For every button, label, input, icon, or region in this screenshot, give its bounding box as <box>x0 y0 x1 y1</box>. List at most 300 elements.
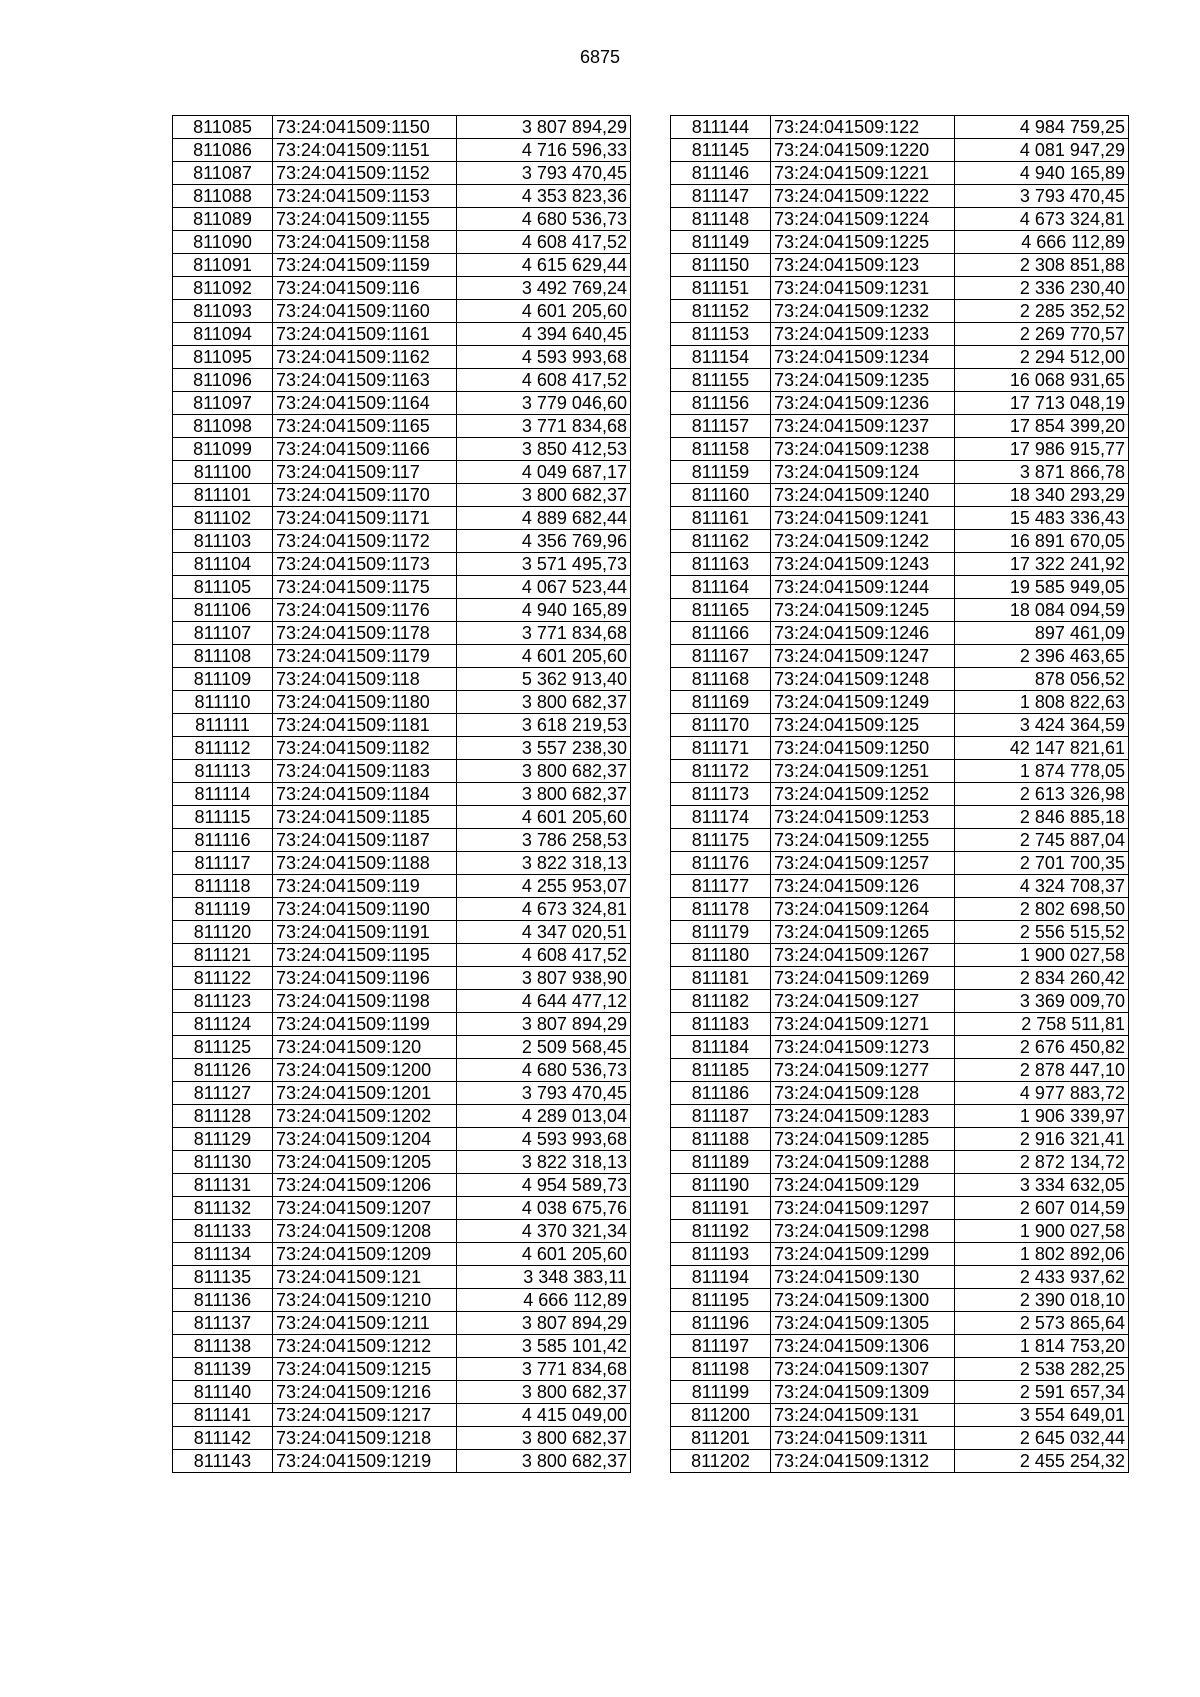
cadastral-value: 4 038 675,76 <box>457 1197 631 1220</box>
table-row <box>173 1013 631 1036</box>
cadastral-value: 3 807 894,29 <box>457 116 631 139</box>
cadastral-number: 73:24:041509:1201 <box>273 1082 457 1105</box>
table-row <box>671 576 1129 599</box>
cadastral-value: 2 916 321,41 <box>955 1128 1129 1151</box>
cadastral-value: 3 850 412,53 <box>457 438 631 461</box>
table-row <box>671 990 1129 1013</box>
cadastral-value: 2 285 352,52 <box>955 300 1129 323</box>
row-number: 811156 <box>671 392 771 415</box>
row-number: 811188 <box>671 1128 771 1151</box>
cadastral-number: 73:24:041509:1245 <box>771 599 955 622</box>
row-number: 811127 <box>173 1082 273 1105</box>
cadastral-number: 73:24:041509:1277 <box>771 1059 955 1082</box>
row-number: 811096 <box>173 369 273 392</box>
table-row <box>671 1312 1129 1335</box>
cadastral-value: 2 846 885,18 <box>955 806 1129 829</box>
row-number: 811183 <box>671 1013 771 1036</box>
cadastral-value: 4 415 049,00 <box>457 1404 631 1427</box>
table-row <box>173 852 631 875</box>
row-number: 811160 <box>671 484 771 507</box>
table-row <box>671 691 1129 714</box>
table-row <box>173 1427 631 1450</box>
row-number: 811185 <box>671 1059 771 1082</box>
row-number: 811167 <box>671 645 771 668</box>
cadastral-number: 73:24:041509:1216 <box>273 1381 457 1404</box>
cadastral-value: 4 666 112,89 <box>457 1289 631 1312</box>
cadastral-value: 4 347 020,51 <box>457 921 631 944</box>
cadastral-value: 5 362 913,40 <box>457 668 631 691</box>
cadastral-value: 4 977 883,72 <box>955 1082 1129 1105</box>
cadastral-number: 73:24:041509:1208 <box>273 1220 457 1243</box>
table-row <box>671 461 1129 484</box>
cadastral-value: 1 874 778,05 <box>955 760 1129 783</box>
cadastral-number: 73:24:041509:1161 <box>273 323 457 346</box>
cadastral-value: 16 891 670,05 <box>955 530 1129 553</box>
row-number: 811168 <box>671 668 771 691</box>
row-number: 811165 <box>671 599 771 622</box>
cadastral-number: 73:24:041509:1182 <box>273 737 457 760</box>
table-row <box>671 1335 1129 1358</box>
row-number: 811186 <box>671 1082 771 1105</box>
cadastral-value: 4 067 523,44 <box>457 576 631 599</box>
cadastral-value: 15 483 336,43 <box>955 507 1129 530</box>
cadastral-number: 73:24:041509:1171 <box>273 507 457 530</box>
cadastral-number: 73:24:041509:1288 <box>771 1151 955 1174</box>
cadastral-number: 73:24:041509:1240 <box>771 484 955 507</box>
cadastral-number: 73:24:041509:1244 <box>771 576 955 599</box>
cadastral-value: 2 455 254,32 <box>955 1450 1129 1473</box>
row-number: 811194 <box>671 1266 771 1289</box>
table-row <box>173 829 631 852</box>
cadastral-value: 2 676 450,82 <box>955 1036 1129 1059</box>
cadastral-value: 2 269 770,57 <box>955 323 1129 346</box>
cadastral-number: 73:24:041509:1163 <box>273 369 457 392</box>
table-row <box>173 254 631 277</box>
table-row <box>173 208 631 231</box>
cadastral-value: 878 056,52 <box>955 668 1129 691</box>
cadastral-number: 73:24:041509:1153 <box>273 185 457 208</box>
row-number: 811141 <box>173 1404 273 1427</box>
table-row <box>671 553 1129 576</box>
row-number: 811104 <box>173 553 273 576</box>
table-row <box>173 875 631 898</box>
cadastral-number: 73:24:041509:1299 <box>771 1243 955 1266</box>
row-number: 811139 <box>173 1358 273 1381</box>
cadastral-value: 1 906 339,97 <box>955 1105 1129 1128</box>
table-row <box>671 944 1129 967</box>
cadastral-number: 73:24:041509:1170 <box>273 484 457 507</box>
cadastral-value: 4 615 629,44 <box>457 254 631 277</box>
table-row <box>671 921 1129 944</box>
row-number: 811164 <box>671 576 771 599</box>
row-number: 811130 <box>173 1151 273 1174</box>
row-number: 811192 <box>671 1220 771 1243</box>
cadastral-value: 4 680 536,73 <box>457 208 631 231</box>
cadastral-value: 4 644 477,12 <box>457 990 631 1013</box>
row-number: 811202 <box>671 1450 771 1473</box>
row-number: 811123 <box>173 990 273 1013</box>
cadastral-value: 16 068 931,65 <box>955 369 1129 392</box>
row-number: 811143 <box>173 1450 273 1473</box>
table-row <box>671 1358 1129 1381</box>
cadastral-value: 4 601 205,60 <box>457 300 631 323</box>
cadastral-value: 2 758 511,81 <box>955 1013 1129 1036</box>
cadastral-number: 73:24:041509:1172 <box>273 530 457 553</box>
cadastral-value: 3 800 682,37 <box>457 1381 631 1404</box>
table-row <box>671 1174 1129 1197</box>
row-number: 811097 <box>173 392 273 415</box>
cadastral-number: 73:24:041509:131 <box>771 1404 955 1427</box>
row-number: 811088 <box>173 185 273 208</box>
cadastral-table-right <box>670 115 1129 1473</box>
cadastral-number: 73:24:041509:1183 <box>273 760 457 783</box>
cadastral-number: 73:24:041509:121 <box>273 1266 457 1289</box>
cadastral-value: 42 147 821,61 <box>955 737 1129 760</box>
cadastral-value: 2 390 018,10 <box>955 1289 1129 1312</box>
table-row <box>671 1128 1129 1151</box>
cadastral-number: 73:24:041509:1207 <box>273 1197 457 1220</box>
row-number: 811197 <box>671 1335 771 1358</box>
table-row <box>671 300 1129 323</box>
table-row <box>173 1197 631 1220</box>
table-row <box>173 116 631 139</box>
row-number: 811113 <box>173 760 273 783</box>
table-row <box>671 760 1129 783</box>
cadastral-value: 4 593 993,68 <box>457 1128 631 1151</box>
row-number: 811200 <box>671 1404 771 1427</box>
cadastral-number: 73:24:041509:1253 <box>771 806 955 829</box>
cadastral-number: 73:24:041509:1271 <box>771 1013 955 1036</box>
cadastral-number: 73:24:041509:1235 <box>771 369 955 392</box>
row-number: 811169 <box>671 691 771 714</box>
row-number: 811102 <box>173 507 273 530</box>
cadastral-value: 1 808 822,63 <box>955 691 1129 714</box>
table-row <box>173 1105 631 1128</box>
cadastral-value: 17 854 399,20 <box>955 415 1129 438</box>
table-row <box>173 185 631 208</box>
row-number: 811172 <box>671 760 771 783</box>
cadastral-value: 3 800 682,37 <box>457 1427 631 1450</box>
cadastral-value: 18 084 094,59 <box>955 599 1129 622</box>
row-number: 811187 <box>671 1105 771 1128</box>
row-number: 811193 <box>671 1243 771 1266</box>
cadastral-number: 73:24:041509:1285 <box>771 1128 955 1151</box>
cadastral-value: 3 822 318,13 <box>457 1151 631 1174</box>
table-row <box>173 1036 631 1059</box>
table-row <box>173 668 631 691</box>
table-row <box>173 484 631 507</box>
row-number: 811129 <box>173 1128 273 1151</box>
cadastral-number: 73:24:041509:1255 <box>771 829 955 852</box>
row-number: 811114 <box>173 783 273 806</box>
cadastral-number: 73:24:041509:127 <box>771 990 955 1013</box>
cadastral-number: 73:24:041509:120 <box>273 1036 457 1059</box>
cadastral-value: 1 900 027,58 <box>955 944 1129 967</box>
row-number: 811099 <box>173 438 273 461</box>
table-row <box>173 967 631 990</box>
table-row <box>173 1312 631 1335</box>
table-row <box>173 162 631 185</box>
table-row <box>173 277 631 300</box>
cadastral-value: 2 538 282,25 <box>955 1358 1129 1381</box>
table-row <box>671 645 1129 668</box>
cadastral-number: 73:24:041509:1251 <box>771 760 955 783</box>
cadastral-number: 73:24:041509:1165 <box>273 415 457 438</box>
table-row <box>173 1128 631 1151</box>
row-number: 811149 <box>671 231 771 254</box>
cadastral-value: 3 585 101,42 <box>457 1335 631 1358</box>
cadastral-number: 73:24:041509:1273 <box>771 1036 955 1059</box>
cadastral-value: 3 793 470,45 <box>955 185 1129 208</box>
table-row <box>671 530 1129 553</box>
row-number: 811170 <box>671 714 771 737</box>
row-number: 811119 <box>173 898 273 921</box>
cadastral-value: 4 673 324,81 <box>955 208 1129 231</box>
row-number: 811146 <box>671 162 771 185</box>
cadastral-value: 2 573 865,64 <box>955 1312 1129 1335</box>
table-row <box>671 484 1129 507</box>
cadastral-number: 73:24:041509:130 <box>771 1266 955 1289</box>
row-number: 811196 <box>671 1312 771 1335</box>
cadastral-number: 73:24:041509:1218 <box>273 1427 457 1450</box>
row-number: 811098 <box>173 415 273 438</box>
cadastral-number: 73:24:041509:1309 <box>771 1381 955 1404</box>
cadastral-value: 4 608 417,52 <box>457 231 631 254</box>
table-row <box>173 599 631 622</box>
cadastral-number: 73:24:041509:1265 <box>771 921 955 944</box>
cadastral-number: 73:24:041509:1204 <box>273 1128 457 1151</box>
row-number: 811158 <box>671 438 771 461</box>
row-number: 811162 <box>671 530 771 553</box>
row-number: 811120 <box>173 921 273 944</box>
cadastral-number: 73:24:041509:1234 <box>771 346 955 369</box>
row-number: 811159 <box>671 461 771 484</box>
cadastral-number: 73:24:041509:1297 <box>771 1197 955 1220</box>
table-row <box>671 392 1129 415</box>
table-row <box>173 1220 631 1243</box>
table-row <box>671 1151 1129 1174</box>
cadastral-number: 73:24:041509:1159 <box>273 254 457 277</box>
cadastral-value: 2 701 700,35 <box>955 852 1129 875</box>
row-number: 811150 <box>671 254 771 277</box>
row-number: 811190 <box>671 1174 771 1197</box>
cadastral-value: 897 461,09 <box>955 622 1129 645</box>
row-number: 811180 <box>671 944 771 967</box>
table-row <box>671 346 1129 369</box>
cadastral-value: 4 601 205,60 <box>457 645 631 668</box>
row-number: 811122 <box>173 967 273 990</box>
cadastral-value: 3 771 834,68 <box>457 415 631 438</box>
table-row <box>671 1220 1129 1243</box>
cadastral-number: 73:24:041509:1185 <box>273 806 457 829</box>
table-row <box>671 967 1129 990</box>
cadastral-number: 73:24:041509:1243 <box>771 553 955 576</box>
cadastral-number: 73:24:041509:1250 <box>771 737 955 760</box>
row-number: 811093 <box>173 300 273 323</box>
cadastral-number: 73:24:041509:1219 <box>273 1450 457 1473</box>
cadastral-number: 73:24:041509:1249 <box>771 691 955 714</box>
cadastral-number: 73:24:041509:1311 <box>771 1427 955 1450</box>
cadastral-value: 4 608 417,52 <box>457 369 631 392</box>
cadastral-number: 73:24:041509:1247 <box>771 645 955 668</box>
row-number: 811109 <box>173 668 273 691</box>
row-number: 811137 <box>173 1312 273 1335</box>
row-number: 811135 <box>173 1266 273 1289</box>
row-number: 811091 <box>173 254 273 277</box>
table-row <box>173 898 631 921</box>
table-row <box>173 1174 631 1197</box>
cadastral-number: 73:24:041509:1236 <box>771 392 955 415</box>
row-number: 811145 <box>671 139 771 162</box>
cadastral-value: 4 666 112,89 <box>955 231 1129 254</box>
cadastral-value: 3 424 364,59 <box>955 714 1129 737</box>
table-row <box>173 691 631 714</box>
table-row <box>173 553 631 576</box>
cadastral-value: 2 878 447,10 <box>955 1059 1129 1082</box>
cadastral-value: 3 492 769,24 <box>457 277 631 300</box>
cadastral-number: 73:24:041509:122 <box>771 116 955 139</box>
row-number: 811117 <box>173 852 273 875</box>
cadastral-number: 73:24:041509:1206 <box>273 1174 457 1197</box>
cadastral-number: 73:24:041509:1221 <box>771 162 955 185</box>
table-row <box>671 1404 1129 1427</box>
table-row <box>671 1243 1129 1266</box>
row-number: 811134 <box>173 1243 273 1266</box>
row-number: 811157 <box>671 415 771 438</box>
table-row <box>173 1381 631 1404</box>
cadastral-value: 1 814 753,20 <box>955 1335 1129 1358</box>
table-row <box>671 875 1129 898</box>
cadastral-number: 73:24:041509:1217 <box>273 1404 457 1427</box>
row-number: 811105 <box>173 576 273 599</box>
cadastral-number: 73:24:041509:1178 <box>273 622 457 645</box>
table-row <box>671 1105 1129 1128</box>
cadastral-number: 73:24:041509:1252 <box>771 783 955 806</box>
cadastral-number: 73:24:041509:1150 <box>273 116 457 139</box>
cadastral-number: 73:24:041509:129 <box>771 1174 955 1197</box>
row-number: 811094 <box>173 323 273 346</box>
cadastral-number: 73:24:041509:1306 <box>771 1335 955 1358</box>
cadastral-value: 4 984 759,25 <box>955 116 1129 139</box>
table-row <box>173 1404 631 1427</box>
cadastral-number: 73:24:041509:1158 <box>273 231 457 254</box>
table-row <box>671 162 1129 185</box>
cadastral-value: 3 779 046,60 <box>457 392 631 415</box>
cadastral-number: 73:24:041509:1184 <box>273 783 457 806</box>
row-number: 811132 <box>173 1197 273 1220</box>
cadastral-number: 73:24:041509:1232 <box>771 300 955 323</box>
cadastral-value: 3 618 219,53 <box>457 714 631 737</box>
row-number: 811121 <box>173 944 273 967</box>
table-row <box>671 806 1129 829</box>
cadastral-number: 73:24:041509:1215 <box>273 1358 457 1381</box>
table-row <box>173 1082 631 1105</box>
cadastral-value: 4 394 640,45 <box>457 323 631 346</box>
row-number: 811176 <box>671 852 771 875</box>
row-number: 811184 <box>671 1036 771 1059</box>
table-row <box>671 116 1129 139</box>
cadastral-number: 73:24:041509:1237 <box>771 415 955 438</box>
cadastral-number: 73:24:041509:1300 <box>771 1289 955 1312</box>
row-number: 811112 <box>173 737 273 760</box>
table-row <box>671 139 1129 162</box>
cadastral-number: 73:24:041509:128 <box>771 1082 955 1105</box>
table-row <box>173 1151 631 1174</box>
row-number: 811199 <box>671 1381 771 1404</box>
cadastral-value: 19 585 949,05 <box>955 576 1129 599</box>
row-number: 811171 <box>671 737 771 760</box>
cadastral-number: 73:24:041509:1190 <box>273 898 457 921</box>
row-number: 811144 <box>671 116 771 139</box>
table-row <box>671 1013 1129 1036</box>
cadastral-value: 2 645 032,44 <box>955 1427 1129 1450</box>
cadastral-value: 4 608 417,52 <box>457 944 631 967</box>
table-row <box>671 254 1129 277</box>
row-number: 811140 <box>173 1381 273 1404</box>
cadastral-value: 3 800 682,37 <box>457 783 631 806</box>
table-row <box>173 783 631 806</box>
row-number: 811128 <box>173 1105 273 1128</box>
table-row <box>671 1266 1129 1289</box>
cadastral-number: 73:24:041509:1196 <box>273 967 457 990</box>
table-row <box>671 208 1129 231</box>
row-number: 811173 <box>671 783 771 806</box>
cadastral-value: 2 607 014,59 <box>955 1197 1129 1220</box>
cadastral-number: 73:24:041509:1225 <box>771 231 955 254</box>
cadastral-number: 73:24:041509:1233 <box>771 323 955 346</box>
row-number: 811161 <box>671 507 771 530</box>
table-row <box>671 185 1129 208</box>
table-row <box>173 1289 631 1312</box>
cadastral-number: 73:24:041509:1209 <box>273 1243 457 1266</box>
cadastral-value: 3 334 632,05 <box>955 1174 1129 1197</box>
cadastral-number: 73:24:041509:1199 <box>273 1013 457 1036</box>
cadastral-number: 73:24:041509:1152 <box>273 162 457 185</box>
table-row <box>671 1427 1129 1450</box>
table-row <box>671 1450 1129 1473</box>
cadastral-value: 3 554 649,01 <box>955 1404 1129 1427</box>
cadastral-value: 4 081 947,29 <box>955 139 1129 162</box>
row-number: 811092 <box>173 277 273 300</box>
cadastral-value: 3 771 834,68 <box>457 1358 631 1381</box>
cadastral-value: 4 255 953,07 <box>457 875 631 898</box>
cadastral-number: 73:24:041509:1305 <box>771 1312 955 1335</box>
cadastral-value: 3 793 470,45 <box>457 162 631 185</box>
cadastral-number: 73:24:041509:1298 <box>771 1220 955 1243</box>
row-number: 811087 <box>173 162 273 185</box>
cadastral-value: 2 556 515,52 <box>955 921 1129 944</box>
cadastral-number: 73:24:041509:125 <box>771 714 955 737</box>
table-row <box>173 921 631 944</box>
row-number: 811152 <box>671 300 771 323</box>
table-row <box>671 1059 1129 1082</box>
row-number: 811195 <box>671 1289 771 1312</box>
cadastral-value: 4 601 205,60 <box>457 806 631 829</box>
cadastral-number: 73:24:041509:1166 <box>273 438 457 461</box>
table-row <box>173 1450 631 1473</box>
cadastral-value: 4 673 324,81 <box>457 898 631 921</box>
cadastral-number: 73:24:041509:1269 <box>771 967 955 990</box>
table-row <box>671 783 1129 806</box>
cadastral-number: 73:24:041509:1173 <box>273 553 457 576</box>
cadastral-number: 73:24:041509:1211 <box>273 1312 457 1335</box>
cadastral-value: 3 822 318,13 <box>457 852 631 875</box>
cadastral-value: 4 289 013,04 <box>457 1105 631 1128</box>
table-row <box>671 415 1129 438</box>
table-row <box>173 576 631 599</box>
table-row <box>173 645 631 668</box>
cadastral-value: 2 396 463,65 <box>955 645 1129 668</box>
